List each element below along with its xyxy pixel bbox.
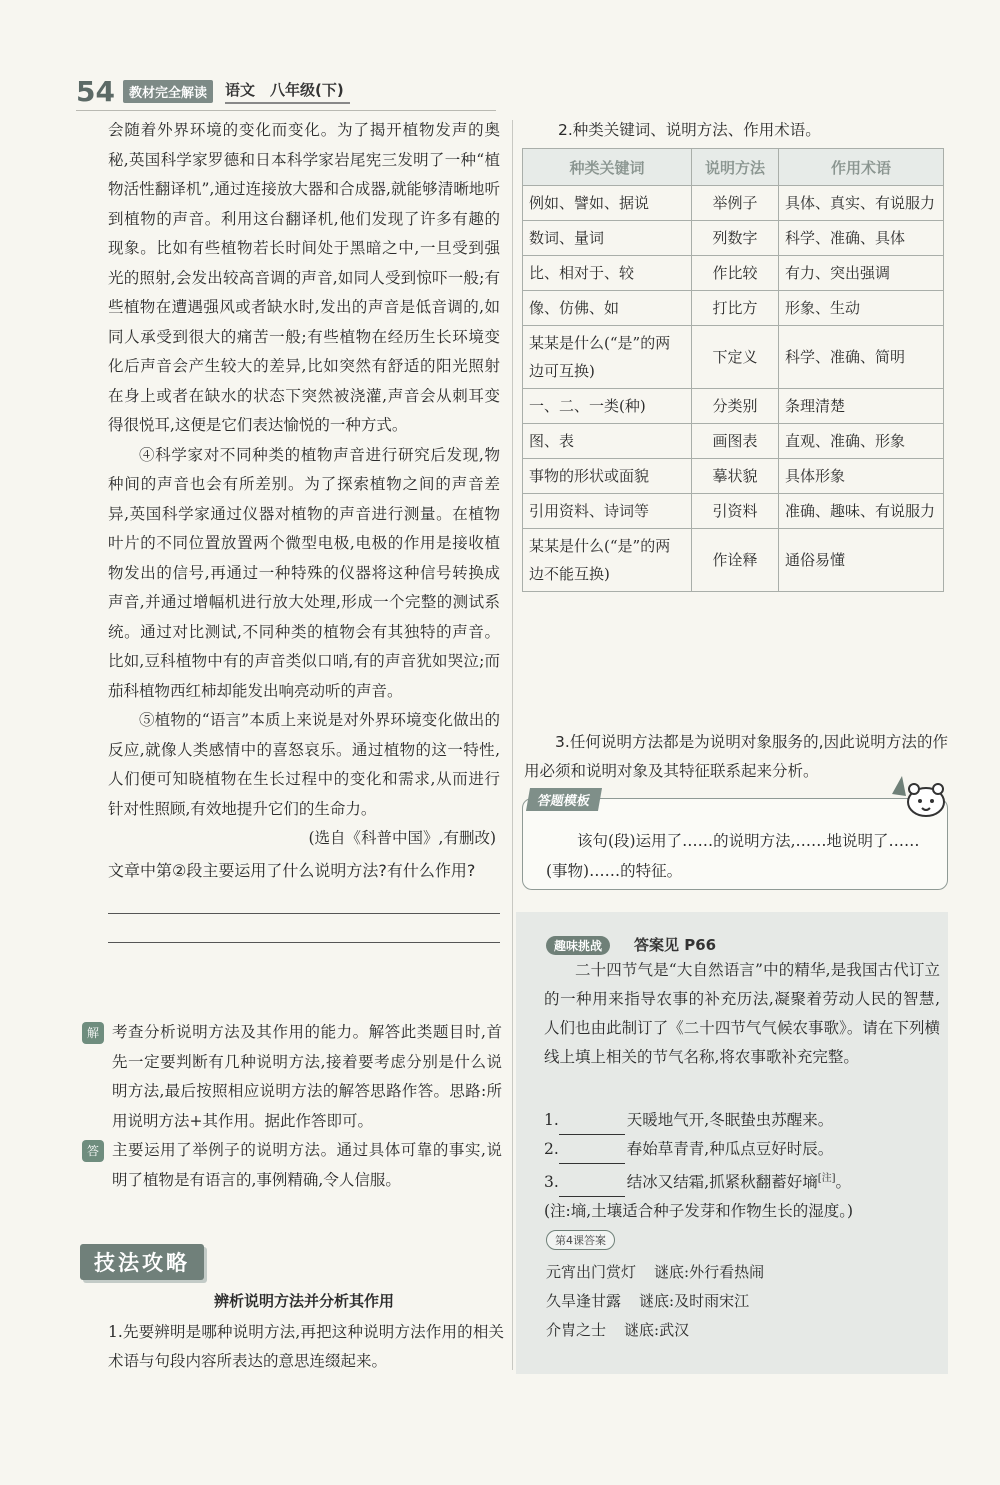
section-heading: 2.种类关键词、说明方法、作用术语。 bbox=[558, 121, 821, 139]
riddle-answer: 谜底:及时雨宋江 bbox=[639, 1292, 750, 1310]
skill-section-title: 技法攻略 bbox=[80, 1244, 204, 1280]
answer-text: 主要运用了举例子的说明方法。通过具体可靠的事实,说明了植物是有语言的,事例精确,令人信服。 bbox=[112, 1141, 502, 1189]
table-cell: 打比方 bbox=[692, 291, 779, 326]
table-cell: 图、表 bbox=[523, 424, 692, 459]
riddle-answer: 谜底:武汉 bbox=[624, 1321, 690, 1339]
table-cell: 举例子 bbox=[692, 186, 779, 221]
header-rule bbox=[76, 110, 496, 111]
answer-line[interactable] bbox=[108, 885, 500, 914]
explanation bbox=[82, 1018, 502, 1136]
table-row bbox=[523, 529, 944, 592]
fill-blank[interactable] bbox=[559, 1145, 625, 1164]
table-cell: 直观、准确、形象 bbox=[779, 424, 944, 459]
answer-badge: 答 bbox=[82, 1140, 104, 1162]
table-header-row bbox=[523, 149, 944, 186]
page-header bbox=[76, 74, 350, 108]
table-cell: 具体、真实、有说服力 bbox=[779, 186, 944, 221]
challenge-items bbox=[544, 1106, 944, 1226]
table-header: 种类关键词 bbox=[523, 149, 692, 186]
table-row bbox=[523, 326, 944, 389]
table-cell: 科学、准确、具体 bbox=[779, 221, 944, 256]
riddle-question: 久旱逢甘露 bbox=[546, 1292, 622, 1310]
table-row bbox=[523, 494, 944, 529]
table-cell: 引用资料、诗词等 bbox=[523, 494, 692, 529]
question-text: 文章中第②段主要运用了什么说明方法?有什么作用? bbox=[108, 860, 476, 880]
item-number: 1. bbox=[544, 1111, 559, 1129]
table-cell: 作诠释 bbox=[692, 529, 779, 592]
table-cell: 条理清楚 bbox=[779, 389, 944, 424]
riddle-row bbox=[546, 1258, 936, 1287]
table-cell: 引资料 bbox=[692, 494, 779, 529]
passage-paragraph: 会随着外界环境的变化而变化。为了揭开植物发声的奥秘,英国科学家罗德和日本科学家岩尾宪三发明了一种“植物活性翻译机”,通过连接放大器和合成器,就能够清晰地听到植物的声音。利用这台翻译机,他们发现了许多有趣的现象。比如有些植物若长时间处于黑暗之中,一旦受到强光的照射,会发出较高音调的声音,如同人受到惊吓一般;有些植物在遭遇强风或者缺水时,发出的声音是低音调的,如同人承受到很大的痛苦一般;有些植物在经历生长环境变化后声音会产生较大的差异,比如突然有舒适的阳光照射在身上或者在缺水的状态下突然被浇灌,声音会从刺耳变得很悦耳,这便是它们表达愉悦的一种方式。 bbox=[108, 121, 500, 434]
table-cell: 通俗易懂 bbox=[779, 529, 944, 592]
table-row bbox=[523, 459, 944, 494]
table-row bbox=[523, 221, 944, 256]
previous-answers-tag: 第4课答案 bbox=[546, 1230, 615, 1250]
table-cell: 某某是什么(“是”的两边可互换) bbox=[523, 326, 692, 389]
table-cell: 分类别 bbox=[692, 389, 779, 424]
table-row bbox=[523, 424, 944, 459]
riddle-row bbox=[546, 1287, 936, 1316]
methods-table bbox=[522, 148, 944, 592]
explanation-block bbox=[82, 1018, 502, 1195]
item-text: 天暖地气开,冬眠蛰虫苏醒来。 bbox=[626, 1111, 834, 1129]
explain-text: 考查分析说明方法及其作用的能力。解答此类题目时,首先一定要判断有几种说明方法,接着要考虑分别是什么说明方法,最后按照相应说明方法的解答思路作答。思路:所用说明方法+其作用。据此作答即可。 bbox=[112, 1023, 502, 1130]
fill-blank[interactable] bbox=[559, 1178, 625, 1197]
list-item bbox=[544, 1106, 944, 1135]
table-row bbox=[523, 186, 944, 221]
mascot-icon bbox=[888, 774, 946, 820]
passage-paragraph: ⑤植物的“语言”本质上来说是对外界环境变化做出的反应,就像人类感情中的喜怒哀乐。通过植物的这一特性,人们便可知晓植物在生长过程中的变化和需求,从而进行针对性照顾,有效地提升它们的生命力。 bbox=[108, 711, 500, 818]
template-label: 答题模板 bbox=[526, 788, 602, 811]
table-cell: 某某是什么(“是”的两边不能互换) bbox=[523, 529, 692, 592]
list-item: 3. 结冰又结霜,抓紧秋翻蓄好墒[注]。 bbox=[544, 1164, 944, 1197]
table-row bbox=[523, 291, 944, 326]
table-cell: 例如、譬如、据说 bbox=[523, 186, 692, 221]
fill-blank[interactable] bbox=[559, 1116, 625, 1135]
template-text: 该句(段)运用了……的说明方法,……地说明了……(事物)……的特征。 bbox=[546, 832, 920, 880]
table-cell: 有力、突出强调 bbox=[779, 256, 944, 291]
explain-badge: 解 bbox=[82, 1022, 104, 1044]
item-text: 结冰又结霜,抓紧秋翻蓄好墒 bbox=[626, 1173, 818, 1192]
table-cell: 画图表 bbox=[692, 424, 779, 459]
subject-label: 语文 八年级(下) bbox=[225, 79, 350, 104]
table-cell: 作比较 bbox=[692, 256, 779, 291]
table-header: 作用术语 bbox=[779, 149, 944, 186]
table-cell: 具体形象 bbox=[779, 459, 944, 494]
item-text: 春始草青青,种瓜点豆好时辰。 bbox=[626, 1140, 834, 1158]
footnote-mark: [注] bbox=[817, 1173, 836, 1184]
table-cell: 事物的形状或面貌 bbox=[523, 459, 692, 494]
table-row bbox=[523, 389, 944, 424]
table-cell: 数词、量词 bbox=[523, 221, 692, 256]
passage-source: (选自《科普中国》,有删改) bbox=[308, 829, 496, 847]
table-cell: 像、仿佛、如 bbox=[523, 291, 692, 326]
column-divider bbox=[512, 120, 513, 1370]
passage-paragraph: ④科学家对不同种类的植物声音进行研究后发现,物种间的声音也会有所差别。为了探索植物之间的声音差异,英国科学家通过仪器对植物的声音进行测量。在植物叶片的不同位置放置两个微型电极,电极的作用是接收植物发出的信号,再通过一种特殊的仪器将这种信号转换成声音,并通过增幅机进行放大处理,形成一个完整的测试系统。通过对比测试,不同种类的植物会有其独特的声音。比如,豆科植物中有的声音类似口哨,有的声音犹如哭泣;而茄科植物西红柿却能发出响亮动听的声音。 bbox=[108, 445, 500, 700]
answer-reference: 答案见 P66 bbox=[634, 936, 717, 954]
table-header: 说明方法 bbox=[692, 149, 779, 186]
skill-subtitle: 辨析说明方法并分析其作用 bbox=[213, 1292, 394, 1310]
list-item bbox=[544, 1135, 944, 1164]
table-cell: 下定义 bbox=[692, 326, 779, 389]
page-number: 54 bbox=[76, 74, 115, 108]
riddle-answer: 谜底:外行看热闹 bbox=[654, 1263, 765, 1281]
answer bbox=[82, 1136, 502, 1195]
challenge-tag: 趣味挑战 bbox=[546, 936, 610, 955]
riddle-list bbox=[546, 1258, 936, 1345]
table-cell: 列数字 bbox=[692, 221, 779, 256]
table-cell: 摹状貌 bbox=[692, 459, 779, 494]
challenge-intro: 二十四节气是“大自然语言”中的精华,是我国古代订立的一种用来指导农事的补充历法,凝聚着劳动人民的智慧,人们也由此制订了《二十四节气气候农事歌》。请在下列横线上填上相关的节气名称,将农事歌补充完整。 bbox=[544, 961, 940, 1066]
table-cell: 形象、生动 bbox=[779, 291, 944, 326]
table-cell: 科学、准确、简明 bbox=[779, 326, 944, 389]
riddle-question: 元宵出门赏灯 bbox=[546, 1263, 637, 1281]
table-cell: 一、二、一类(种) bbox=[523, 389, 692, 424]
reading-passage bbox=[108, 116, 500, 943]
footnote: (注:墒,土壤适合种子发芽和作物生长的湿度。) bbox=[544, 1202, 853, 1221]
series-label: 教材完全解读 bbox=[123, 80, 213, 103]
table-cell: 比、相对于、较 bbox=[523, 256, 692, 291]
table-cell: 准确、趣味、有说服力 bbox=[779, 494, 944, 529]
paragraph-3: 3.任何说明方法都是为说明对象服务的,因此说明方法的作用必须和说明对象及其特征联系起来分析。 bbox=[524, 733, 948, 780]
table-row bbox=[523, 256, 944, 291]
riddle-row bbox=[546, 1316, 936, 1345]
item-number: 3. bbox=[544, 1173, 559, 1192]
item-number: 2. bbox=[544, 1140, 559, 1158]
skill-paragraph: 1.先要辨明是哪种说明方法,再把这种说明方法作用的相关术语与句段内容所表达的意思连缀起来。 bbox=[108, 1323, 504, 1370]
answer-line[interactable] bbox=[108, 914, 500, 943]
riddle-question: 介胄之士 bbox=[546, 1321, 607, 1339]
